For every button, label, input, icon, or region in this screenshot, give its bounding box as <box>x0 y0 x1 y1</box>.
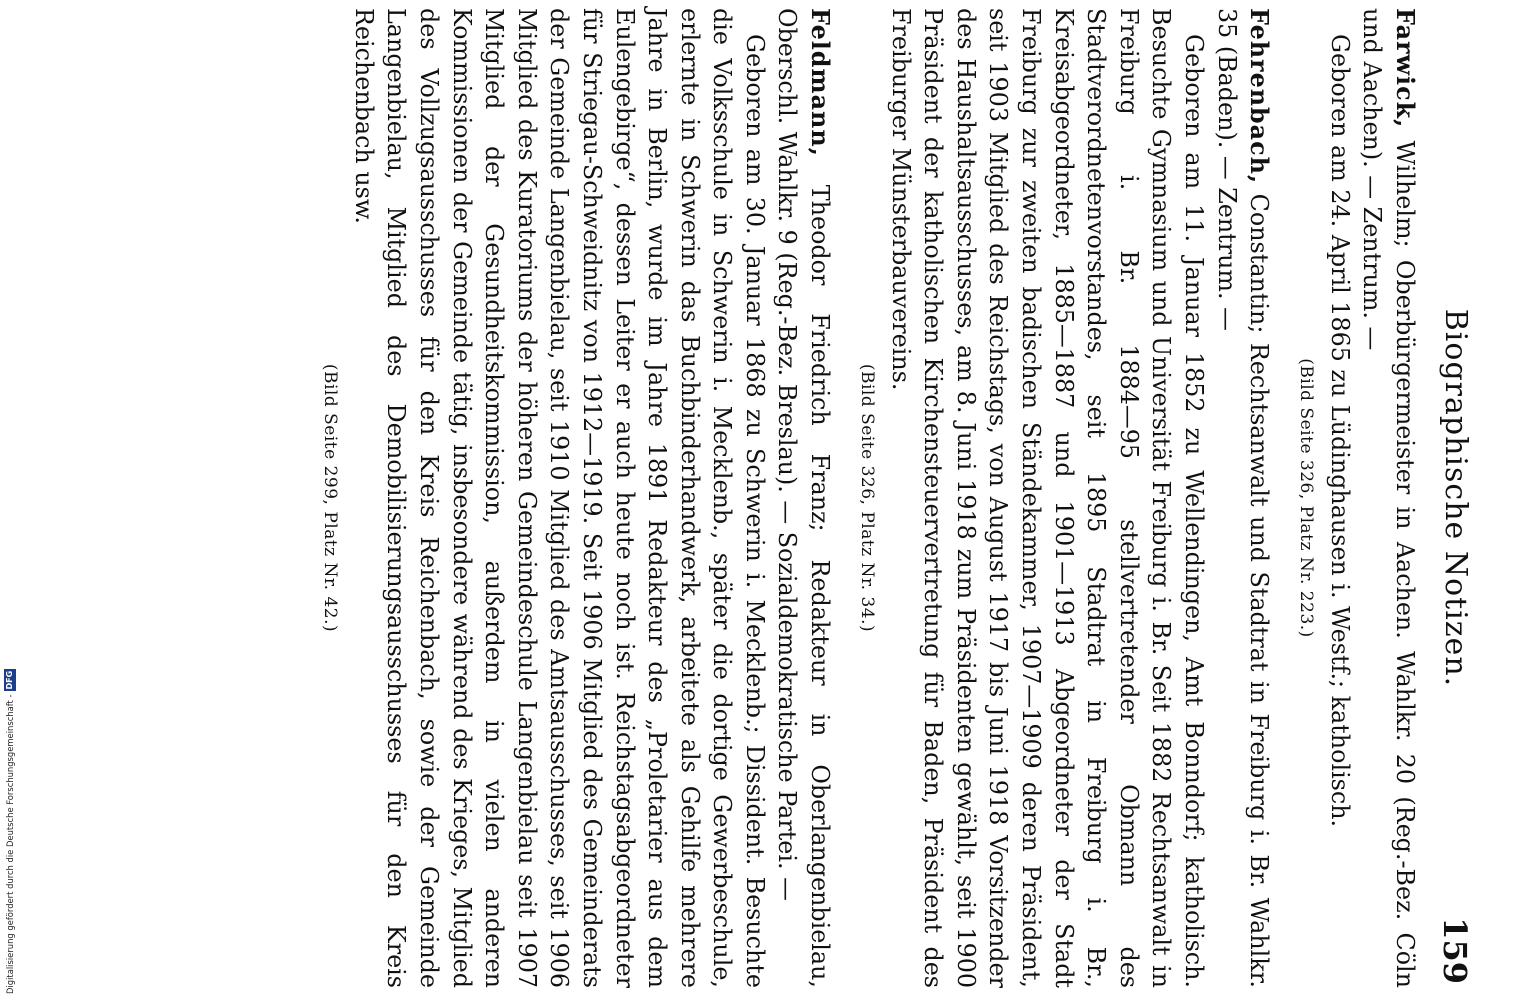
entry-fehrenbach <box>850 8 1275 988</box>
digitization-credit-text: Digitalisierung gefördert durch die Deutsche Forschungsgemeinschaft - <box>4 694 15 994</box>
entry-name: Farwick, <box>1391 8 1419 129</box>
entry-name: Fehrenbach, <box>1245 8 1274 185</box>
entry-body: Geboren am 11. Januar 1852 zu Wellendingen, Amt Bonndorf; katholisch. Besuchte Gymnasium und Universität Freiburg i. Br. Seit 1882 Rechtsanwalt in Freiburg i. Br. 1884—95 stellvertretender Obmann des Stadtverordnetenvorstandes, seit 1895 Stadtrat in Freiburg i. Br., Kreisabgeordneter, 1885—1887 und 1901—1913 Abgeordneter der Stadt Freiburg zur zweiten badischen Ständekammer, 1907—1909 deren Präsident, seit 1903 Mitglied des Reichstags, von August 1917 bis Juni 1918 Vorsitzender des Haushaltsausschusses, am 8. Juni 1918 zum Präsidenten gewählt, seit 1900 Präsident der katholischen Kirchensteuervertretung für Baden, Präsident des Freiburger Münsterbauvereins. <box>886 8 1209 988</box>
entry-feldmann <box>313 8 836 988</box>
entry-body: Geboren am 24. April 1865 zu Lüdinghausen i. Westf.; katholisch. <box>1325 34 1354 828</box>
dfg-logo-icon: DFG <box>4 670 14 690</box>
picture-reference: (Bild Seite 326, Platz Nr. 223.) <box>1296 358 1317 638</box>
running-title: Biographische Notizen. <box>1438 308 1473 688</box>
entry-heading-text: Theodor Friedrich Franz; Redakteur in Oberlangenbielau, Oberschl. Wahlkr. 9 (Reg.-Bez. Breslau). — Sozialdemokratische Partei. — <box>773 8 835 988</box>
picture-reference: (Bild Seite 326, Platz Nr. 34.) <box>857 363 878 633</box>
entry-body: Geboren am 30. Januar 1868 zu Schwerin i. Mecklenb.; Dissident. Besuchte die Volksschule in Schwerin i. Mecklenb., später die dortige Gewerbeschule, erlernte in Schwerin das Buchbinderhandwerk, arbeitete als Gehilfe mehrere Jahre in Berlin, wurde im Jahre 1891 Redakteur des „Proletarier aus dem Eulengebirge“, dessen Leiter er auch heute noch ist. Reichstagsabgeordneter für Striegau-Schweidnitz von 1912—1919. Seit 1906 Mitglied des Gemeinderats der Gemeinde Langenbielau, seit 1910 Mitglied des Amtsausschusses, seit 1906 Mitglied des Kuratoriums der höheren Gemeindeschule Langenbielau seit 1907 Mitglied der Gesundheitskommission, außerdem in vielen anderen Kommissionen der Gemeinde tätig, insbesondere während des Krieges, Mitglied des Vollzugsausschusses für den Kreis Reichenbach, sowie der Gemeinde Langenbielau, Mitglied des Demobilisierungsausschusses für den Kreis Reichenbach usw. <box>349 8 769 988</box>
entry-heading <box>771 8 836 988</box>
picture-reference: (Bild Seite 299, Platz Nr. 42.) <box>320 363 341 633</box>
rotated-text-block <box>75 8 1475 988</box>
page-number: 159 <box>1436 917 1474 984</box>
digitization-credit <box>2 604 16 994</box>
page-header <box>1435 8 1475 988</box>
entry-farwick <box>1289 8 1421 988</box>
entry-heading-text: Wilhelm; Oberbürgermeister in Aachen. Wahlkr. 20 (Reg.-Bez. Cöln und Aachen). — Zentrum. — <box>1358 8 1419 988</box>
entry-heading <box>1210 8 1275 988</box>
entry-heading <box>1356 8 1421 988</box>
entry-heading-text: Constantin; Rechtsanwalt und Stadtrat in Freiburg i. Br. Wahlkr. 35 (Baden). — Zentrum. — <box>1212 8 1274 988</box>
entry-name: Feldmann, <box>806 8 835 157</box>
